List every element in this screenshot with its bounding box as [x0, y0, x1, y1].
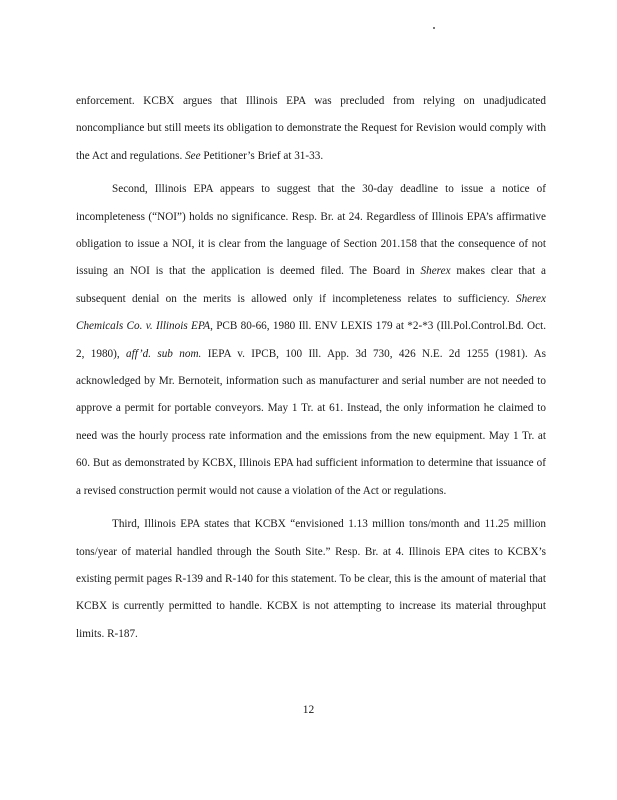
paragraph-continuation: enforcement. KCBX argues that Illinois EPA was precluded from relying on unadjudicated noncompliance but still meets its obligation to demonstrate the Request for Revision would comply with the Act and regulations. See Petitioner’s Brief at 31-33. — [76, 95, 546, 162]
signal-see: See — [185, 149, 201, 162]
case-name-full: Sherex Chemicals Co. v. Illinois EPA — [76, 292, 546, 333]
paragraph-third: Third, Illinois EPA states that KCBX “envisioned 1.13 million tons/month and 11.25 million tons/year of material handled through the South Site.” Resp. Br. at 4. Illinois EPA cites to KCBX’s existing permit pages R-139 and R-140 for this statement. To be clear, this is the amount of material that KCBX is currently permitted to handle. KCBX is not attempting to increase its material throughput limits. R-187. — [76, 518, 546, 640]
body-text — [76, 88, 546, 648]
page-number: 12 — [302, 704, 315, 716]
case-history: aff’d. sub nom. — [126, 347, 202, 360]
case-name-short: Sherex — [420, 265, 451, 278]
paragraph-second: Second, Illinois EPA appears to suggest that the 30-day deadline to issue a notice of incompleteness (“NOI”) holds no significance. Resp. Br. at 24. Regardless of Illinois EPA’s affirmative obligation to issue a NOI, it is clear from the language of Section 201.158 that the consequence of not issuing an NOI is that the application is deemed filed. The Board in Sherex makes clear that a subsequent denial on the merits is allowed only if incompleteness relates to sufficiency. Sherex Chemicals Co. v. Illinois EPA, PCB 80-66, 1980 Ill. ENV LEXIS 179 at *2-*3 (Ill.Pol.Control.Bd. Oct. 2, 1980), aff’d. sub nom. IEPA v. IPCB, 100 Ill. App. 3d 730, 426 N.E. 2d 1255 (1981). As acknowledged by Mr. Bernoteit, information such as manufacturer and serial number are not needed to approve a permit for portable conveyors. May 1 Tr. at 61. Instead, the only information he claimed to need was the hourly process rate information and the emissions from the new equipment. May 1 Tr. at 60. But as demonstrated by KCBX, Illinois EPA had sufficient information to determine that issuance of a revised construction permit would not cause a violation of the Act or regulations. — [76, 183, 546, 497]
scan-speck — [433, 27, 435, 29]
